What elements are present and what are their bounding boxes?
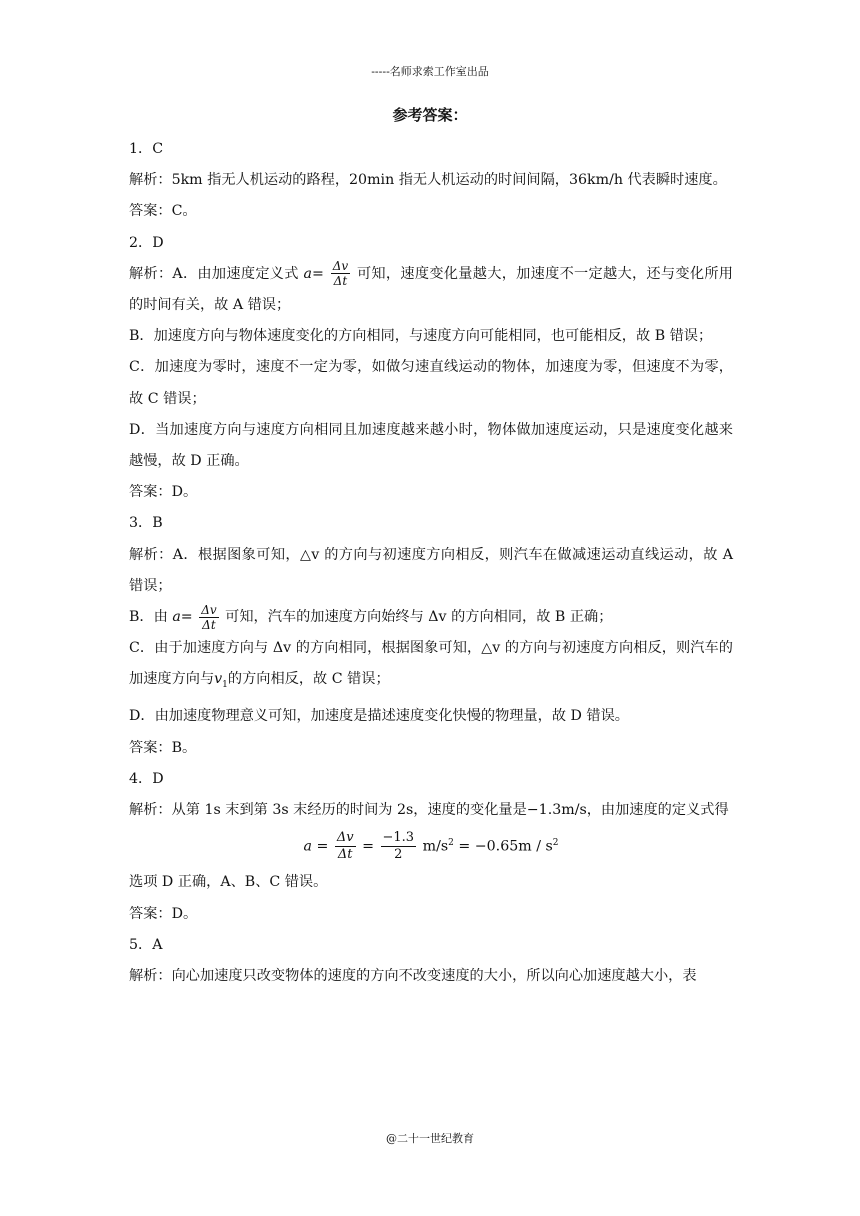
q2-option-d: D．当加速度方向与速度方向相同且加速度越来越小时，物体做加速度运动，只是速度变化越来越慢，故 D 正确。 bbox=[129, 421, 733, 470]
q4-analysis: 解析：从第 1s 末到第 3s 末经历的时间为 2s，速度的变化量是−1.3m/s，由加速度的定义式得 bbox=[129, 802, 729, 819]
q2-option-a: 解析：A．由加速度定义式 a= $\frac{\Delta v}{\Delta t}$ 可知，速度变化量越大，加速度不一定越大，还与变化所用的时间有关，故 A 错误； bbox=[129, 259, 733, 314]
answer-content bbox=[129, 134, 733, 992]
q3-option-c: C．由于加速度方向与 Δv 的方向相同，根据图象可知，△v 的方向与初速度方向相反，则汽车的加速度方向与$v_1$的方向相反，故 C 错误； bbox=[129, 640, 733, 691]
q2-fraction: $\frac{\Delta v}{\Delta t}$ bbox=[332, 259, 349, 289]
q3-option-d: D．由加速度物理意义可知，加速度是描述速度变化快慢的物理量，故 D 错误。 bbox=[129, 708, 629, 725]
q2-label: 2．D bbox=[129, 234, 164, 251]
q2-option-c: C．加速度为零时，速度不一定为零，如做匀速直线运动的物体，加速度为零，但速度不为零，故 C 错误； bbox=[129, 359, 733, 407]
page-footer: @二十一世纪教育 bbox=[386, 1132, 474, 1145]
q3-label: 3．B bbox=[129, 515, 163, 532]
q1-label: 1．C bbox=[129, 141, 164, 157]
q3-fraction: $\frac{\Delta v}{\Delta t}$ bbox=[201, 602, 217, 632]
q5-analysis: 解析：向心加速度只改变物体的速度的方向不改变速度的大小，所以向心加速度越大小，表 bbox=[129, 967, 697, 984]
q4-equation: a = $\frac{\Delta v}{\Delta t}$ = $\frac{-1.3}{2}$ $m/s^2 = -0.65m / s^2$ bbox=[303, 830, 559, 863]
q5-label: 5．A bbox=[129, 936, 163, 953]
q3-option-b: B．由 a= $\frac{\Delta v}{\Delta t}$ 可知，汽车的加速度方向始终与 Δv 的方向相同，故 B 正确； bbox=[129, 602, 613, 632]
page-header: -----名师求索工作室出品 bbox=[371, 65, 489, 78]
q2-answer: 答案：D。 bbox=[129, 484, 198, 501]
q4-conclusion: 选项 D 正确，A、B、C 错误。 bbox=[129, 874, 328, 891]
page-title: 参考答案： bbox=[392, 106, 468, 124]
q3-answer: 答案：B。 bbox=[129, 739, 197, 756]
q4-label: 4．D bbox=[129, 770, 164, 787]
q1-analysis: 解析：5km 指无人机运动的路程，20min 指无人机运动的时间间隔，36km/h 代表瞬时速度。 bbox=[129, 172, 727, 189]
q4-answer: 答案：D。 bbox=[129, 905, 198, 922]
q1-answer: 答案：C。 bbox=[129, 203, 197, 220]
q3-option-a: 解析：A．根据图象可知，△v 的方向与初速度方向相反，则汽车在做减速运动直线运动，故 A 错误； bbox=[129, 546, 733, 594]
q2-option-b: B．加速度方向与物体速度变化的方向相同，与速度方向可能相同，也可能相反，故 B 错误； bbox=[129, 328, 713, 345]
